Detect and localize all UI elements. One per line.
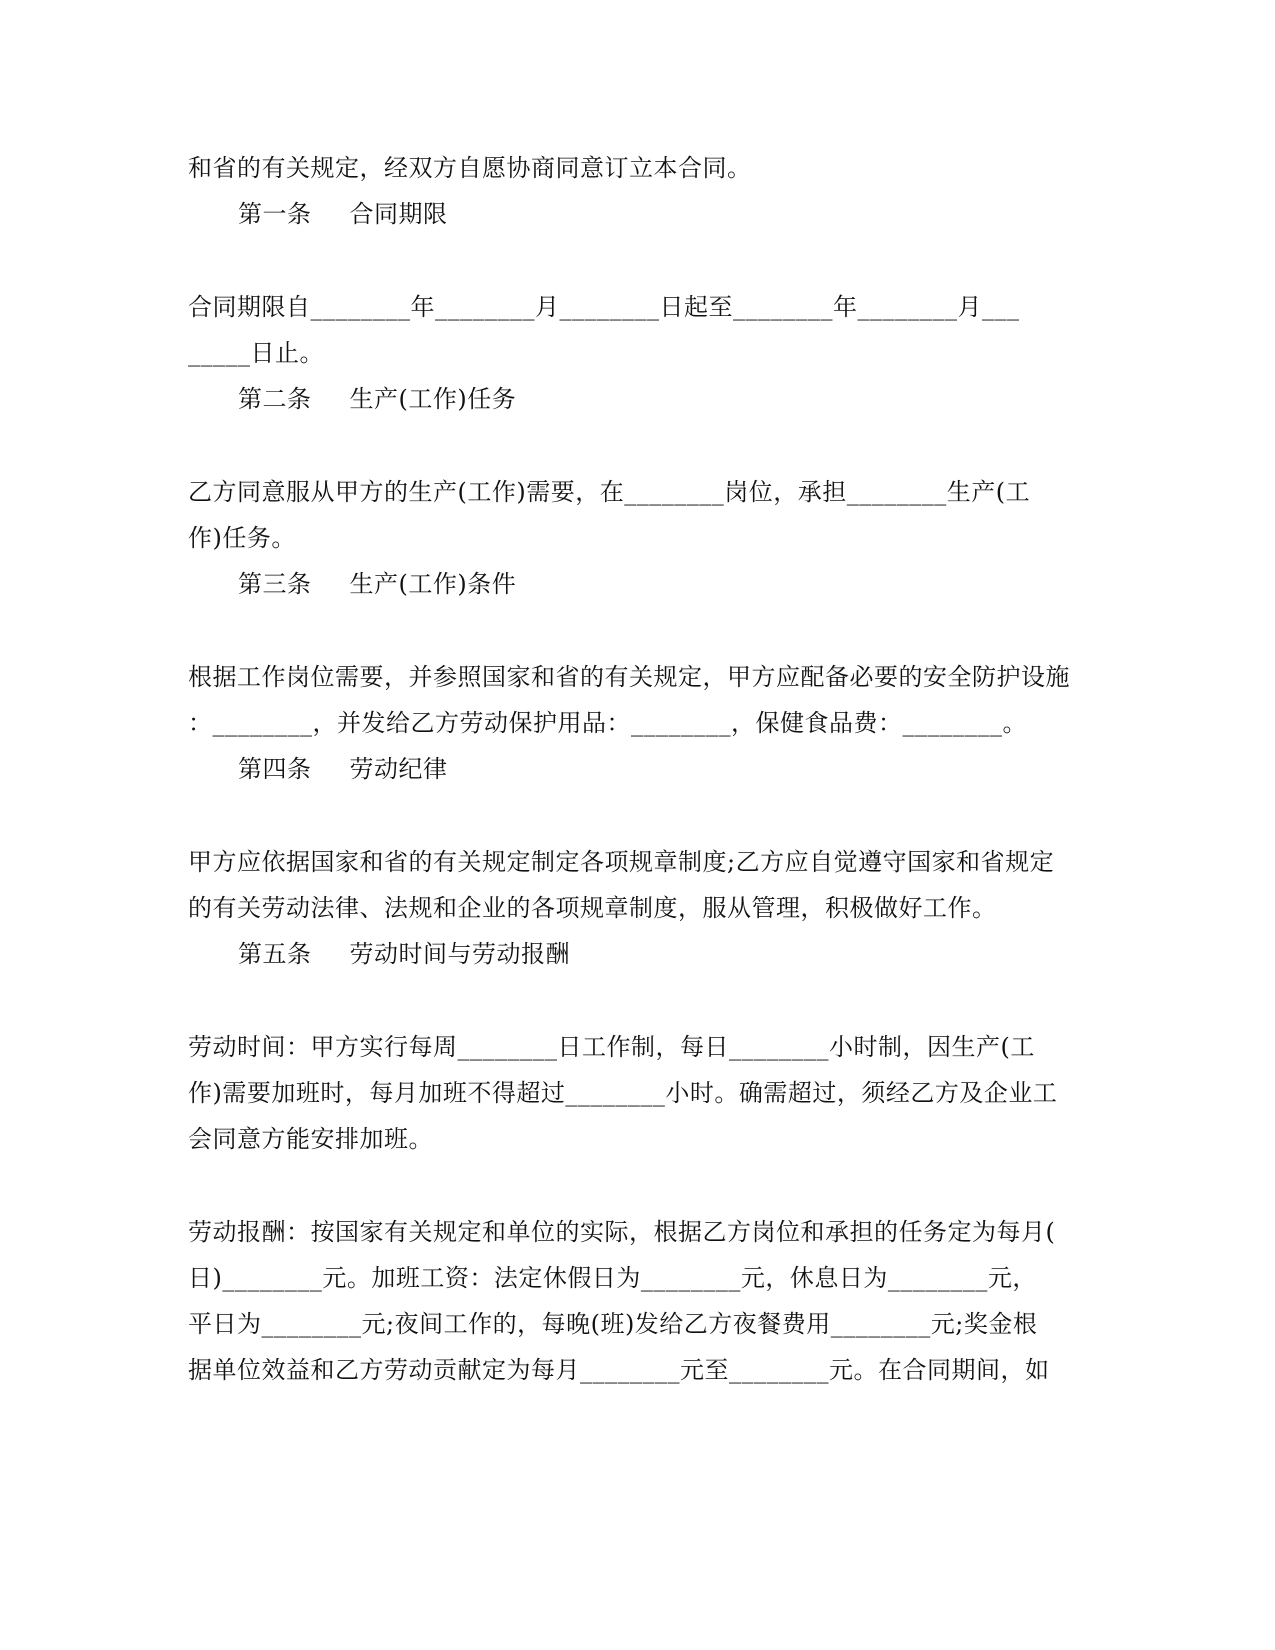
article-number: 第五条 (238, 940, 312, 968)
article-title: 生产(工作)任务 (349, 385, 517, 413)
body-text-line: 作)任务。 (188, 524, 296, 552)
body-text-line: 根据工作岗位需要，并参照国家和省的有关规定，甲方应配备必要的安全防护设施 (188, 663, 1070, 691)
body-text-line: 合同期限自________年________月________日起至________年________月___ (188, 293, 1020, 321)
body-text-line: 据单位效益和乙方劳动贡献定为每月________元至________元。在合同期间，如 (188, 1356, 1050, 1384)
article-title: 合同期限 (349, 200, 448, 228)
article-number: 第二条 (238, 385, 312, 413)
body-text-line: 作)需要加班时，每月加班不得超过________小时。确需超过，须经乙方及企业工 (188, 1079, 1058, 1107)
body-text-line: 会同意方能安排加班。 (188, 1125, 433, 1153)
body-text-line: 平日为________元;夜间工作的，每晚(班)发给乙方夜餐费用________元;奖金根 (188, 1310, 1038, 1338)
body-text-line: 劳动报酬：按国家有关规定和单位的实际，根据乙方岗位和承担的任务定为每月( (188, 1218, 1056, 1246)
body-text-line: 日)________元。加班工资：法定休假日为________元，休息日为________元， (188, 1264, 1037, 1292)
body-text-line: 的有关劳动法律、法规和企业的各项规章制度，服从管理，积极做好工作。 (188, 894, 997, 922)
article-number: 第三条 (238, 570, 312, 598)
body-text-line: 和省的有关规定，经双方自愿协商同意订立本合同。 (188, 154, 752, 182)
article-heading (238, 938, 1138, 970)
article-heading (238, 383, 1138, 415)
article-number: 第一条 (238, 200, 312, 228)
body-text-line: _____日止。 (188, 339, 324, 367)
body-text-line: 劳动时间：甲方实行每周________日工作制，每日________小时制，因生产(工 (188, 1033, 1035, 1061)
body-text-line: ：________，并发给乙方劳动保护用品：________，保健食品费：________。 (188, 709, 1027, 737)
body-text-line: 乙方同意服从甲方的生产(工作)需要，在________岗位，承担________生产(工 (188, 478, 1031, 506)
article-number: 第四条 (238, 755, 312, 783)
article-title: 生产(工作)条件 (349, 570, 517, 598)
article-title: 劳动纪律 (349, 755, 448, 783)
article-title: 劳动时间与劳动报酬 (349, 940, 570, 968)
article-heading (238, 568, 1138, 600)
body-text-line: 甲方应依据国家和省的有关规定制定各项规章制度;乙方应自觉遵守国家和省规定 (188, 848, 1055, 876)
article-heading (238, 753, 1138, 785)
article-heading (238, 198, 1138, 230)
